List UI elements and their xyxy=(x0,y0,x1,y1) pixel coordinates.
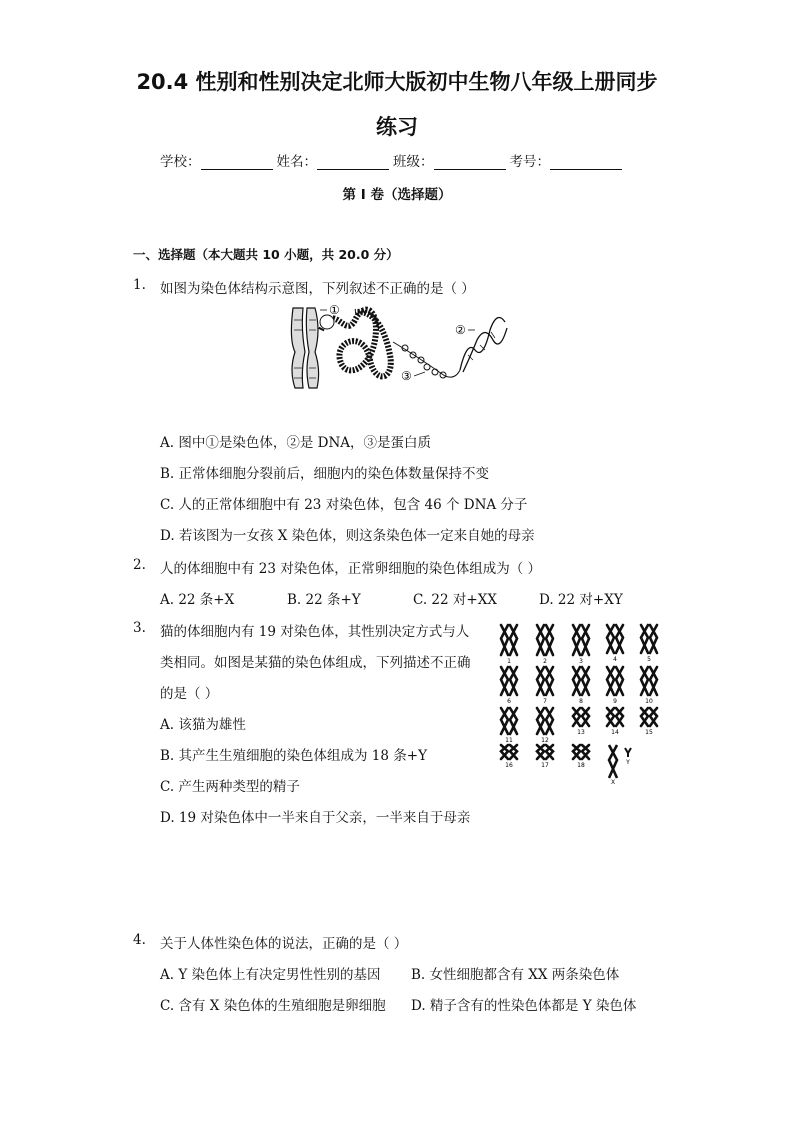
class-label: 班级： xyxy=(393,154,434,170)
q1-option-b: B. 正常体细胞分裂前后，细胞内的染色体数量保持不变 xyxy=(160,466,490,482)
karyotype-label: 4 xyxy=(613,656,617,663)
question-3-stem-line2: 类相同。如图是某猫的染色体组成，下列描述不正确 xyxy=(160,655,471,671)
karyotype-label: 12 xyxy=(541,737,549,744)
chromosome-pair-16 xyxy=(501,745,517,769)
karyotype-label: 7 xyxy=(543,698,547,705)
page-title-line2: 练习 xyxy=(376,115,418,139)
karyotype-label: 8 xyxy=(579,698,583,705)
name-blank xyxy=(317,155,389,170)
chromosome-structure-figure xyxy=(285,300,510,395)
karyotype-label: 3 xyxy=(579,658,583,665)
question-3-stem-line1: 猫的体细胞内有 19 对染色体，其性别决定方式与人 xyxy=(160,624,470,640)
question-4-number: 4. xyxy=(133,932,146,948)
q4-option-b: B. 女性细胞都含有 XX 两条染色体 xyxy=(411,967,620,983)
question-3-stem-line3: 的是（ ） xyxy=(160,686,219,702)
page-title: 20.4 性别和性别决定北师大版初中生物八年级上册同步 xyxy=(136,70,658,94)
school-blank xyxy=(201,155,273,170)
q1-option-d: D. 若该图为一女孩 X 染色体，则这条染色体一定来自她的母亲 xyxy=(160,528,535,544)
section-title: 一、选择题（本大题共 10 小题，共 20.0 分） xyxy=(133,247,399,262)
name-label: 姓名： xyxy=(276,154,317,170)
question-2-stem: 人的体细胞中有 23 对染色体，正常卵细胞的染色体组成为（ ） xyxy=(160,561,542,577)
karyotype-label: 9 xyxy=(613,698,617,705)
karyotype-label: 5 xyxy=(647,656,651,663)
q3-option-d: D. 19 对染色体中一半来自于父亲，一半来自于母亲 xyxy=(160,810,471,826)
chromosome-pair-4 xyxy=(607,625,623,663)
question-4-stem: 关于人体性染色体的说法，正确的是（ ） xyxy=(160,936,408,952)
school-label: 学校： xyxy=(160,154,201,170)
q2-option-d: D. 22 对+XY xyxy=(539,592,623,608)
karyotype-label: 13 xyxy=(577,729,585,736)
sex-chromosomes xyxy=(609,745,631,785)
karyotype-label-x: X xyxy=(610,779,616,785)
figure-label-3: ③ xyxy=(401,369,412,383)
chromosome-pair-12 xyxy=(537,708,553,744)
volume-title: 第 I 卷（选择题） xyxy=(342,187,452,203)
chromosome-pair-10 xyxy=(641,667,657,705)
chromosome-pair-18 xyxy=(573,745,589,769)
q3-option-b: B. 其产生生殖细胞的染色体组成为 18 条+Y xyxy=(160,748,427,764)
karyotype-label-y: Y xyxy=(626,759,630,766)
chromosome-pair-11 xyxy=(501,708,517,744)
class-blank xyxy=(434,155,506,170)
chromosome-pair-7 xyxy=(537,667,553,705)
karyotype-label: 17 xyxy=(541,762,549,769)
q1-option-a: A. 图中①是染色体，②是 DNA，③是蛋白质 xyxy=(160,435,432,451)
chromosome-pair-15 xyxy=(641,708,657,736)
question-3-number: 3. xyxy=(133,620,146,636)
number-label: 考号： xyxy=(509,154,550,170)
q4-option-a: A. Y 染色体上有决定男性性别的基因 xyxy=(160,967,381,983)
chromosome-pair-6 xyxy=(501,667,517,705)
karyotype-label: 10 xyxy=(645,698,653,705)
question-1-number: 1. xyxy=(133,277,146,293)
q2-option-c: C. 22 对+XX xyxy=(413,592,497,608)
q2-option-b: B. 22 条+Y xyxy=(287,592,361,608)
figure-label-2: ② xyxy=(455,323,466,337)
karyotype-label: 16 xyxy=(505,762,513,769)
chromosome-pair-8 xyxy=(573,667,589,705)
karyotype-label: 1 xyxy=(507,658,511,665)
chromosome-pair-9 xyxy=(607,667,623,705)
student-info-line xyxy=(160,150,626,170)
q4-option-c: C. 含有 X 染色体的生殖细胞是卵细胞 xyxy=(160,998,386,1014)
chromosome-pair-13 xyxy=(573,708,589,736)
chromosome-pair-14 xyxy=(607,708,623,736)
chromosome-pair-1 xyxy=(501,625,517,665)
q4-option-d: D. 精子含有的性染色体都是 Y 染色体 xyxy=(411,998,637,1014)
karyotype-label: 18 xyxy=(577,762,585,769)
karyotype-label: 14 xyxy=(611,729,619,736)
chromosome-pair-17 xyxy=(537,745,553,769)
q3-option-a: A. 该猫为雄性 xyxy=(160,717,246,733)
chromosome-pair-2 xyxy=(537,625,553,665)
karyotype-label: 2 xyxy=(543,658,547,665)
q3-option-c: C. 产生两种类型的精子 xyxy=(160,779,300,795)
question-2-number: 2. xyxy=(133,557,146,573)
q2-option-a: A. 22 条+X xyxy=(160,592,235,608)
karyotype-label: 15 xyxy=(645,729,653,736)
chromosome-pair-3 xyxy=(573,625,589,665)
karyotype-label: 6 xyxy=(507,698,511,705)
number-blank xyxy=(550,155,622,170)
karyotype-label: 11 xyxy=(505,737,513,744)
figure-label-1: ① xyxy=(329,303,340,317)
chromosome-pair-5 xyxy=(641,625,657,663)
q1-option-c: C. 人的正常体细胞中有 23 对染色体，包含 46 个 DNA 分子 xyxy=(160,497,528,513)
question-1-stem: 如图为染色体结构示意图，下列叙述不正确的是（ ） xyxy=(160,281,475,297)
cat-karyotype-figure xyxy=(497,620,667,785)
